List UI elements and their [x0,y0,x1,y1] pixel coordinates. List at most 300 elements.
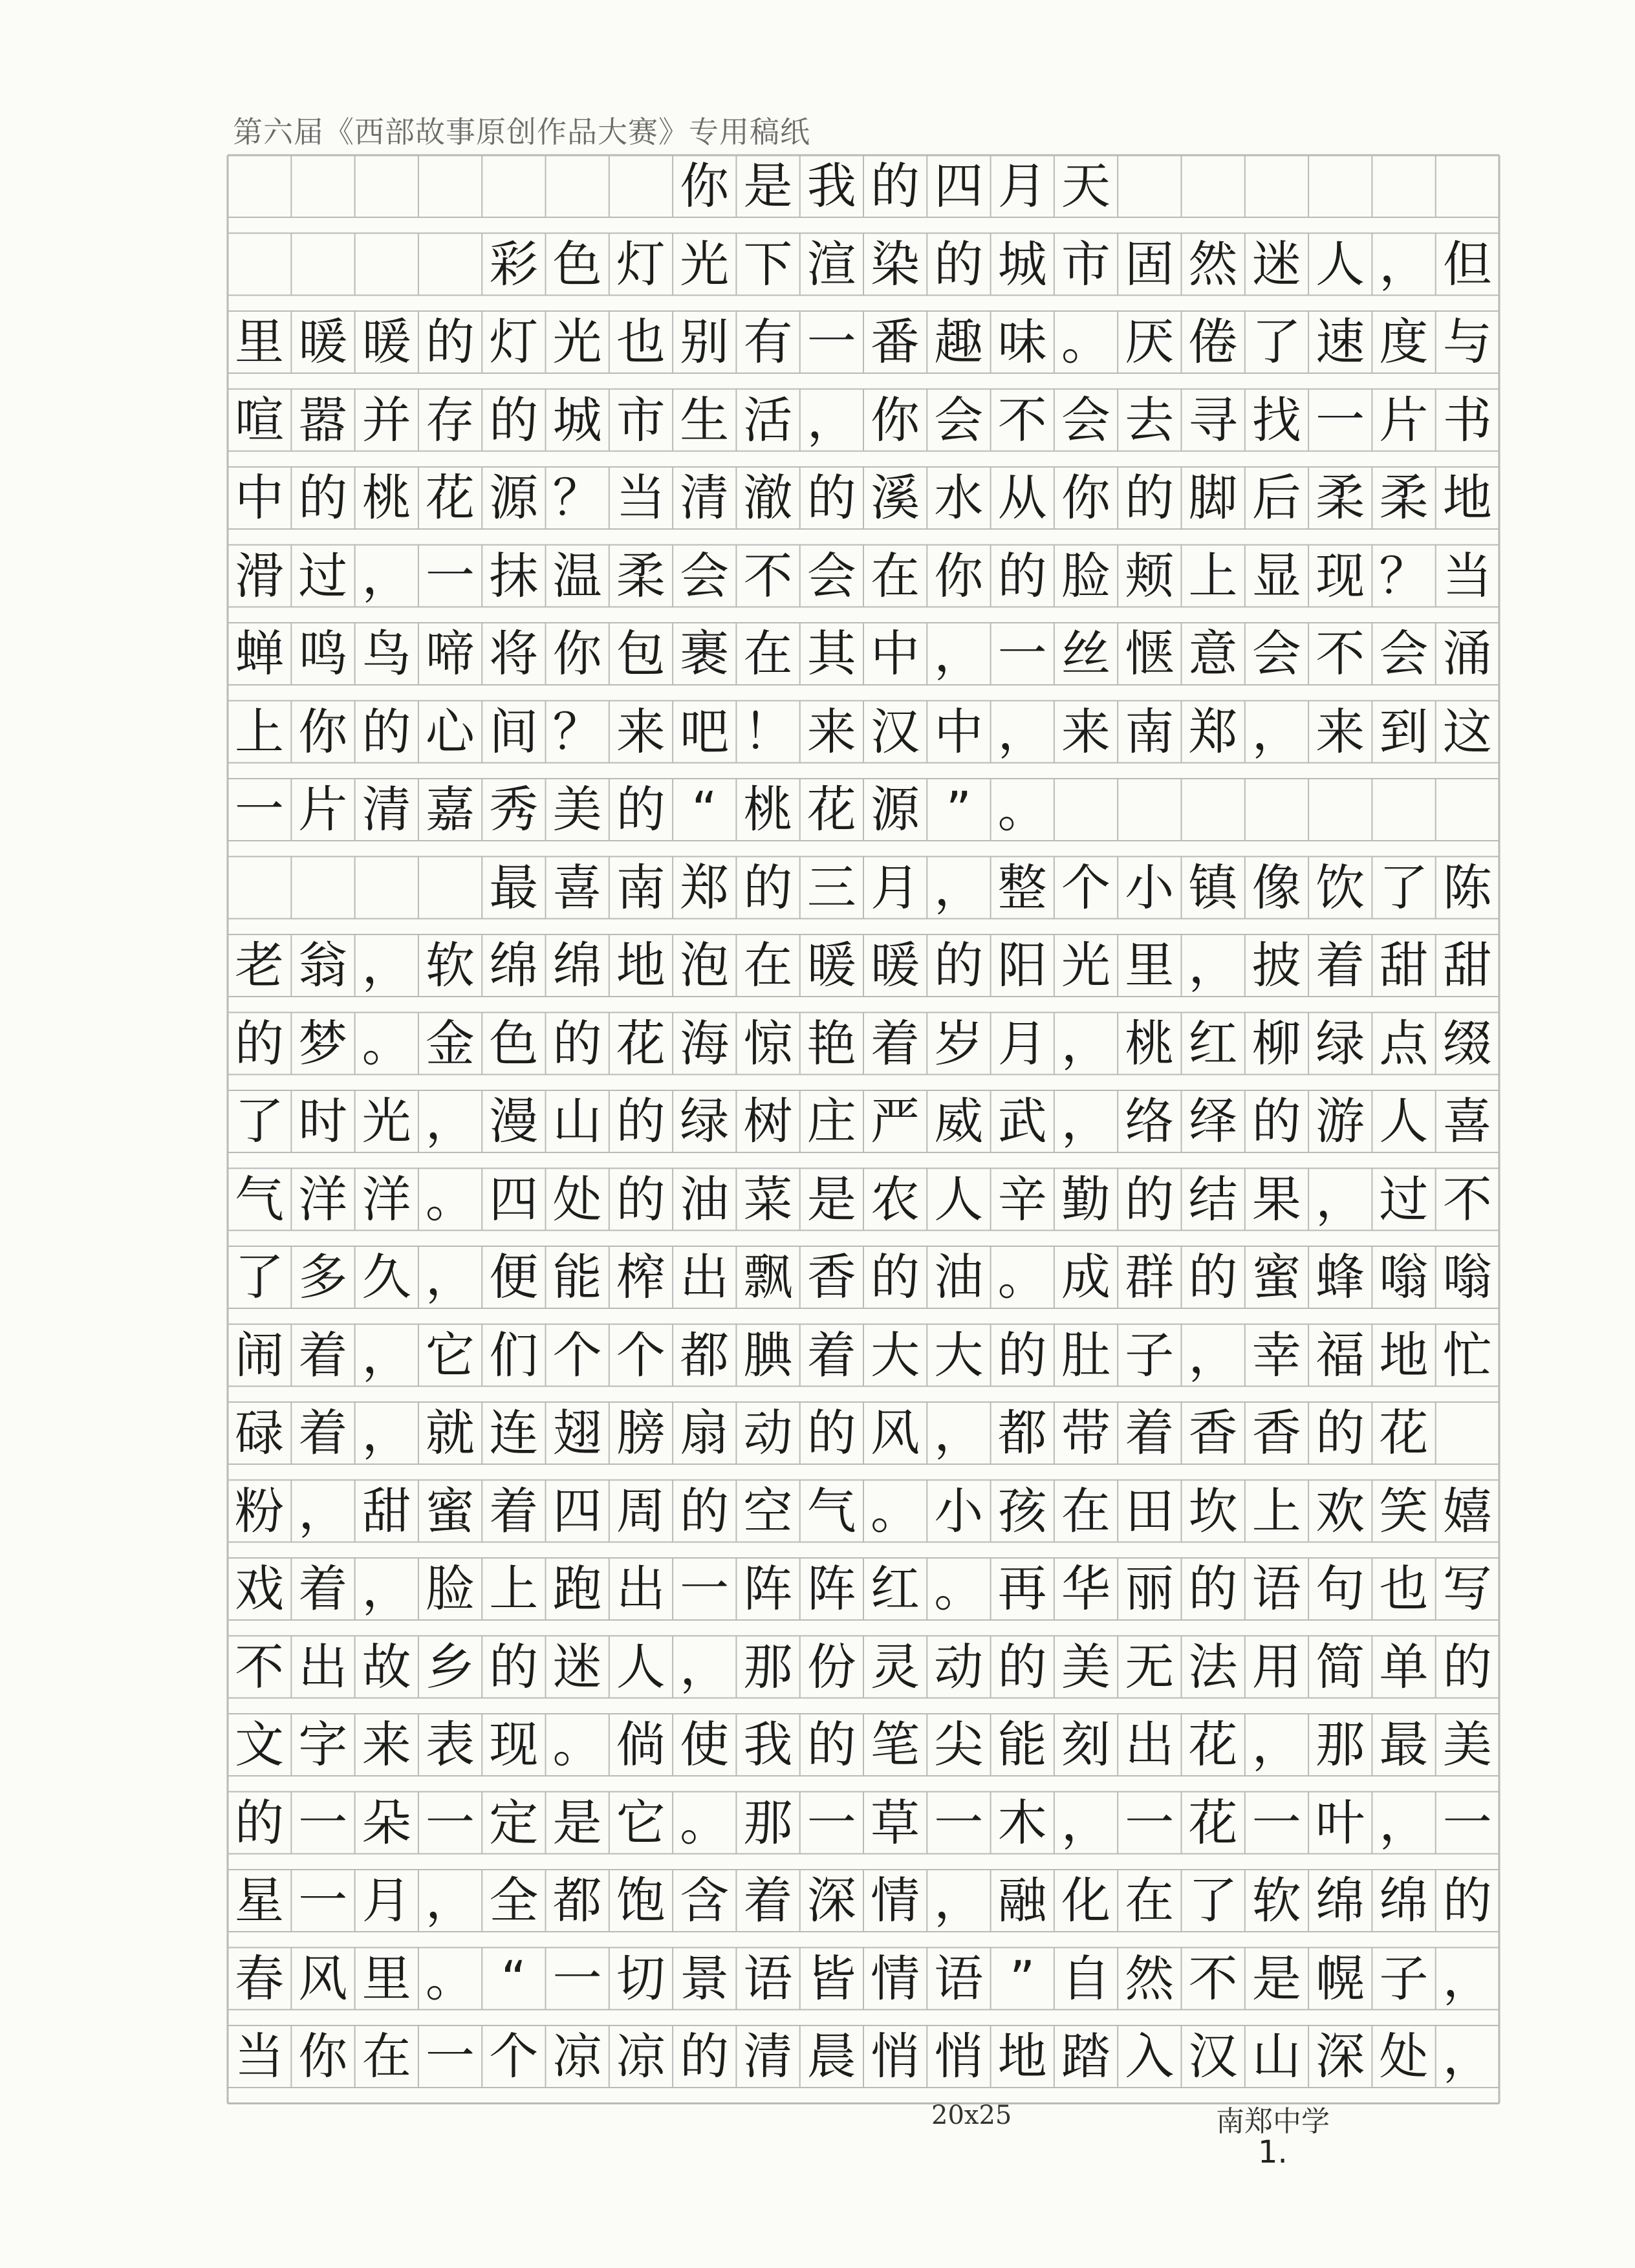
grid-character: 阵 [807,1560,856,1617]
grid-character: 山 [1251,2027,1301,2085]
grid-character: 上 [235,702,284,761]
grid-character: 坎 [1188,1482,1238,1540]
grid-character: 严 [871,1092,920,1150]
grid-character: 柔 [1379,469,1429,526]
grid-character: 彩 [489,235,539,293]
grid-character: 小 [1125,858,1175,916]
grid-character: 秀 [489,781,539,838]
grid-character: 的 [616,1170,666,1228]
grid-character: 一 [1316,391,1365,449]
grid-character: 抹 [489,546,539,605]
grid-character: 最 [489,858,539,916]
grid-character: 上 [489,1560,539,1617]
grid-character: 着 [298,1560,348,1617]
grid-character: 光 [362,1092,411,1150]
grid-character: 找 [1251,391,1301,449]
grid-character: 在 [1125,1872,1175,1929]
grid-character: 甜 [1442,936,1492,994]
grid-character: 粉 [235,1482,284,1540]
grid-character: 人 [616,1637,666,1696]
grid-character: 我 [743,1716,793,1773]
grid-character: 用 [1251,1637,1301,1696]
grid-character: 的 [425,313,475,371]
grid-character: 里 [362,1949,411,2007]
grid-character: 春 [235,1949,284,2007]
grid-character: 地 [1379,1326,1429,1384]
grid-character: 香 [1251,1404,1301,1462]
grid-character: 果 [1251,1170,1301,1228]
grid-character: ， [425,1872,475,1929]
grid-character: 中 [235,469,284,526]
grid-character: 软 [425,936,475,994]
grid-character: 喜 [1442,1092,1492,1150]
grid-character: 皆 [807,1949,856,2007]
grid-character: 份 [807,1637,856,1696]
grid-character: 柔 [1316,469,1365,526]
grid-character: 你 [871,391,920,449]
grid-character: ， [362,1404,411,1462]
grid-character: 有 [743,313,793,371]
grid-character: 尖 [934,1716,984,1773]
grid-character: 的 [680,1482,730,1540]
grid-character: 在 [1061,1482,1110,1540]
grid-character: 一 [298,1872,348,1929]
grid-character: 的 [934,235,984,293]
grid-character: 脚 [1188,469,1238,526]
grid-character: 在 [362,2027,411,2085]
grid-character: 风 [871,1404,920,1462]
grid-character: 着 [743,1872,793,1929]
grid-character: 的 [235,1014,284,1072]
grid-character: 朵 [362,1793,411,1852]
grid-character: 一 [425,1793,475,1852]
grid-character: 香 [1188,1404,1238,1462]
grid-character: 出 [298,1637,348,1696]
grid-character: 们 [489,1326,539,1384]
grid-character: 水 [934,469,984,526]
grid-character: 处 [1379,2027,1429,2085]
grid-character: 的 [997,1637,1047,1696]
grid-character: 人 [1316,235,1365,293]
grid-character: 福 [1316,1326,1365,1384]
grid-character: 含 [680,1872,730,1929]
grid-character: 当 [1442,546,1492,605]
grid-character: 到 [1379,702,1429,761]
grid-character: 蜜 [425,1482,475,1540]
grid-character: 悄 [871,2027,920,2085]
grid-character: 深 [1316,2027,1365,2085]
grid-character: 你 [1061,469,1110,526]
grid-character: 忙 [1442,1326,1492,1384]
grid-character: 脸 [425,1560,475,1617]
school-name: 南郑中学 [1216,2105,1330,2138]
grid-character: 出 [616,1560,666,1617]
grid-character: 花 [1188,1793,1238,1852]
grid-character: 人 [934,1170,984,1228]
grid-character: 从 [997,469,1047,526]
grid-character: 来 [616,702,666,761]
grid-character: 句 [1316,1560,1365,1617]
grid-character: 汉 [1188,2027,1238,2085]
grid-character: 灯 [489,313,539,371]
grid-character: 郑 [1188,702,1238,761]
grid-character: 现 [1316,546,1365,605]
grid-character: 色 [552,235,602,293]
grid-character: 显 [1251,546,1301,605]
grid-character: 凉 [616,2027,666,2085]
grid-character: 一 [552,1949,602,2007]
grid-character: 闹 [235,1326,284,1384]
grid-character: 澈 [743,469,793,526]
grid-character: 现 [489,1716,539,1773]
grid-character: ， [1188,1326,1238,1384]
grid-character: “ [691,781,717,838]
grid-character: 甜 [362,1482,411,1540]
grid-character: 不 [997,391,1047,449]
grid-character: 会 [934,391,984,449]
grid-character: 扇 [680,1404,730,1462]
grid-character: 风 [298,1949,348,2007]
grid-character: 的 [298,469,348,526]
grid-character: 群 [1125,1248,1175,1306]
grid-character: 光 [1061,936,1110,994]
grid-character: 一 [1125,1793,1175,1852]
grid-character: ， [807,391,856,449]
grid-character: 情 [871,1872,920,1929]
grid-character: 的 [997,546,1047,605]
grid-character: 阳 [997,936,1047,994]
grid-character: 。 [362,1014,411,1072]
grid-character: ， [1442,1949,1492,2007]
grid-character: 吧 [680,702,730,761]
grid-character: 里 [1125,936,1175,994]
grid-character: 着 [1316,936,1365,994]
grid-character: 会 [1251,625,1301,682]
grid-character: 一 [934,1793,984,1852]
grid-character: 柔 [616,546,666,605]
grid-character: 是 [807,1170,856,1228]
grid-character: 能 [997,1716,1047,1773]
grid-character: 。 [997,1248,1047,1306]
grid-character: 郑 [680,858,730,916]
grid-character: 你 [298,2027,348,2085]
grid-character: 源 [871,781,920,838]
grid-character: 老 [235,936,284,994]
grid-character: 无 [1125,1637,1175,1696]
grid-character: 的 [743,858,793,916]
grid-character: 裹 [680,625,730,682]
grid-character: 蜂 [1316,1248,1365,1306]
grid-character: 出 [680,1248,730,1306]
grid-character: 气 [235,1170,284,1228]
grid-character: 一 [807,313,856,371]
grid-character: 再 [997,1560,1047,1617]
grid-character: 艳 [807,1014,856,1072]
grid-character: 清 [362,781,411,838]
grid-character: 缀 [1442,1014,1492,1072]
grid-character: 的 [1125,1170,1175,1228]
grid-character: 腆 [743,1326,793,1384]
grid-character: 全 [489,1872,539,1929]
grid-character: 写 [1442,1560,1492,1617]
grid-character: ， [1188,936,1238,994]
grid-character: 洋 [362,1170,411,1228]
grid-character: 乡 [425,1637,475,1696]
grid-character: ， [1061,1014,1110,1072]
grid-character: 你 [298,702,348,761]
grid-character: 定 [489,1793,539,1852]
grid-character: 简 [1316,1637,1365,1696]
grid-character: 与 [1442,313,1492,371]
grid-character: 会 [680,546,730,605]
grid-character: 。 [680,1793,730,1852]
grid-character: 凉 [552,2027,602,2085]
grid-character: 。 [1061,313,1110,371]
grid-character: 个 [616,1326,666,1384]
grid-character: 深 [807,1872,856,1929]
grid-character: ， [362,1560,411,1617]
grid-character: 一 [425,2027,475,2085]
grid-character: 的 [1316,1404,1365,1462]
grid-character: 幸 [1251,1326,1301,1384]
grid-character: 空 [743,1482,793,1540]
grid-character: 陈 [1442,858,1492,916]
grid-character: 自 [1061,1949,1110,2007]
grid-character: 一 [235,781,284,838]
grid-character: 辛 [997,1170,1047,1228]
grid-character: 意 [1188,625,1238,682]
grid-character: 暖 [362,313,411,371]
grid-character: 也 [1379,1560,1429,1617]
grid-character: 着 [1125,1404,1175,1462]
grid-character: 不 [1188,1949,1238,2007]
grid-character: ！ [743,702,793,761]
grid-character: 能 [552,1248,602,1306]
grid-character: 的 [1125,469,1175,526]
grid-character: 桃 [362,469,411,526]
grid-character: 味 [997,313,1047,371]
grid-character: 了 [1251,313,1301,371]
grid-character: 嗡 [1442,1248,1492,1306]
grid-character: 饮 [1316,858,1365,916]
grid-character: 翅 [552,1404,602,1462]
grid-character: 欢 [1316,1482,1365,1540]
grid-character: 趣 [934,313,984,371]
grid-character: 了 [1379,858,1429,916]
grid-character: 动 [934,1637,984,1696]
grid-character: 是 [552,1793,602,1852]
grid-character: 子 [1379,1949,1429,2007]
grid-character: 暖 [871,936,920,994]
grid-character: 红 [871,1560,920,1617]
grid-character: 的 [807,1716,856,1773]
grid-character: 木 [997,1793,1047,1852]
grid-character: 周 [616,1482,666,1540]
grid-character: 一 [425,546,475,605]
grid-character: 喜 [552,858,602,916]
grid-character: 不 [1442,1170,1492,1228]
grid-character: 着 [298,1326,348,1384]
grid-character: 绵 [552,936,602,994]
grid-character: 化 [1061,1872,1110,1929]
grid-character: 是 [743,157,793,215]
grid-character: 清 [680,469,730,526]
grid-character: 花 [616,1014,666,1072]
grid-character: 月 [997,157,1047,215]
grid-character: 软 [1251,1872,1301,1929]
grid-character: 的 [489,391,539,449]
grid-character: 美 [1442,1716,1492,1773]
grid-character: 但 [1442,235,1492,293]
grid-character: 也 [616,313,666,371]
grid-character: 阵 [743,1560,793,1617]
grid-character: 地 [616,936,666,994]
grid-character: 披 [1251,936,1301,994]
grid-character: 的 [235,1793,284,1852]
grid-character: 绿 [680,1092,730,1150]
grid-character: 蜜 [1251,1248,1301,1306]
grid-character: 泡 [680,936,730,994]
grid-character: 汉 [871,702,920,761]
grid-character: 一 [1442,1793,1492,1852]
grid-character: 光 [552,313,602,371]
grid-character: 都 [997,1404,1047,1462]
grid-character: 最 [1379,1716,1429,1773]
grid-character: 涌 [1442,625,1492,682]
grid-character: 迷 [1251,235,1301,293]
grid-character: 洋 [298,1170,348,1228]
grid-character: 城 [552,391,602,449]
grid-character: 这 [1442,702,1492,761]
grid-character: 中 [934,702,984,761]
grid-character: 迷 [552,1637,602,1696]
grid-character: ？ [1379,546,1429,605]
grid-character: 法 [1188,1637,1238,1696]
grid-character: 着 [298,1404,348,1462]
grid-character: ， [1061,1092,1110,1150]
grid-character: 。 [552,1716,602,1773]
grid-character: 的 [1442,1872,1492,1929]
grid-character: 是 [1251,1949,1301,2007]
grid-character: ？ [552,469,602,526]
grid-character: 气 [807,1482,856,1540]
grid-character: 威 [934,1092,984,1150]
grid-character: 的 [807,1404,856,1462]
grid-character: 庄 [807,1092,856,1150]
grid-character: 那 [743,1637,793,1696]
grid-character: 像 [1251,858,1301,916]
grid-character: 月 [362,1872,411,1929]
grid-character: 的 [997,1326,1047,1384]
grid-character: 源 [489,469,539,526]
grid-character: 书 [1442,391,1492,449]
grid-character: 过 [1379,1170,1429,1228]
grid-character: 后 [1251,469,1301,526]
grid-character: 美 [552,781,602,838]
grid-character: 然 [1188,235,1238,293]
grid-character: 存 [425,391,475,449]
grid-character: 不 [743,546,793,605]
grid-character: 情 [871,1949,920,2007]
grid-character: 片 [1379,391,1429,449]
grid-character: 叶 [1316,1793,1365,1852]
grid-character: 脸 [1061,546,1110,605]
grid-character: 饱 [616,1872,666,1929]
grid-character: ， [1379,1793,1429,1852]
grid-character: ” [1009,1949,1035,2007]
grid-character: ， [1251,702,1301,761]
grid-character: 连 [489,1404,539,1462]
grid-character: 暖 [298,313,348,371]
grid-character: 渲 [807,235,856,293]
grid-character: 一 [807,1793,856,1852]
grid-character: “ [501,1949,526,2007]
grid-character: 碌 [235,1404,284,1462]
grid-character: 切 [616,1949,666,2007]
grid-character: 语 [1251,1560,1301,1617]
grid-character: 文 [235,1716,284,1773]
grid-character: 并 [362,391,411,449]
grid-character: 了 [235,1092,284,1150]
grid-character: 都 [552,1872,602,1929]
grid-character: 中 [871,625,920,682]
grid-character: 表 [425,1716,475,1773]
header-title: 第六届《西部故事原创作品大赛》专用稿纸 [233,114,810,149]
grid-character: 过 [298,546,348,605]
grid-character: 油 [934,1248,984,1306]
grid-character: 大 [934,1326,984,1384]
grid-character: 四 [552,1482,602,1540]
grid-character: 四 [489,1170,539,1228]
grid-character: 晨 [807,2027,856,2085]
grid-character: 温 [552,546,602,605]
grid-character: ， [997,702,1047,761]
grid-character: 一 [680,1560,730,1617]
grid-character: 鸣 [298,625,348,682]
grid-character: 固 [1125,235,1175,293]
grid-character: 戏 [235,1560,284,1617]
grid-character: 清 [743,2027,793,2085]
grid-character: 月 [997,1014,1047,1072]
grid-character: 的 [616,781,666,838]
grid-character: 大 [871,1326,920,1384]
grid-character: 一 [298,1793,348,1852]
grid-character: 结 [1188,1170,1238,1228]
grid-character: 久 [362,1248,411,1306]
grid-format-label: 20x25 [931,2101,1012,2130]
grid-character: 红 [1188,1014,1238,1072]
grid-character: 字 [298,1716,348,1773]
grid-character: 单 [1379,1637,1429,1696]
grid-character: 来 [362,1716,411,1773]
grid-character: 武 [997,1092,1047,1150]
grid-character: 暖 [807,936,856,994]
grid-character: 绵 [489,936,539,994]
grid-character: 厌 [1125,313,1175,371]
grid-character: 花 [425,469,475,526]
grid-character: 我 [807,157,856,215]
grid-character: 下 [743,235,793,293]
grid-character: 的 [1188,1560,1238,1617]
grid-character: 那 [1316,1716,1365,1773]
grid-character: ， [362,546,411,605]
grid-character: 嚣 [298,391,348,449]
grid-character: 就 [425,1404,475,1462]
grid-character: 岁 [934,1014,984,1072]
grid-character: 着 [489,1482,539,1540]
grid-character: 光 [680,235,730,293]
grid-character: ， [1379,235,1429,293]
